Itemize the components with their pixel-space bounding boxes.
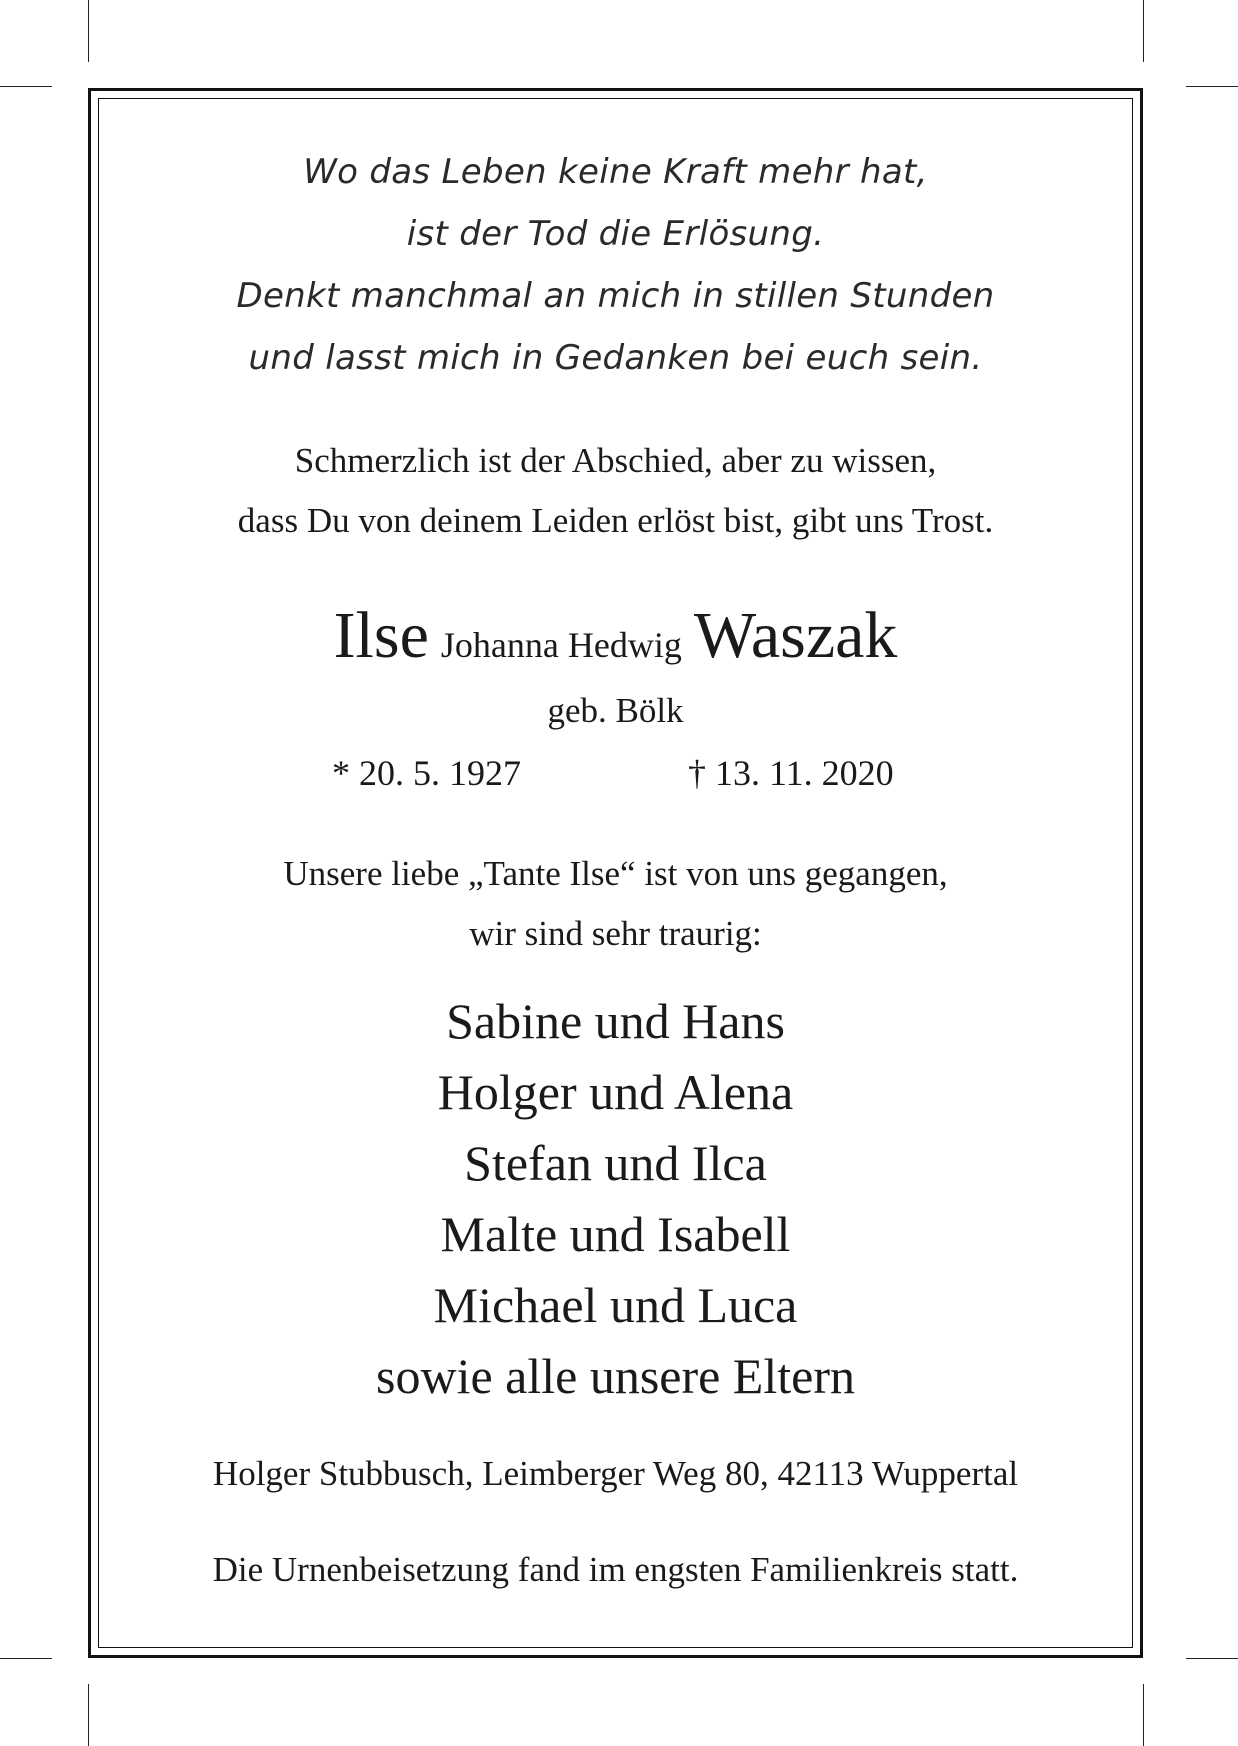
crop-mark-top-right (1143, 0, 1144, 62)
middle-names: Johanna Hedwig (440, 625, 682, 665)
surname: Waszak (693, 599, 898, 672)
crop-mark-right-bottom (1186, 1658, 1238, 1659)
deceased-name (98, 598, 1133, 674)
contact-address: Holger Stubbusch, Leimberger Weg 80, 42113 Wuppertal (212, 1454, 1019, 1493)
crop-mark-top-left (88, 0, 89, 62)
poem-line: und lasst mich in Gedanken bei euch sein. (248, 338, 983, 378)
consolation-line: dass Du von deinem Leiden erlöst bist, gibt uns Trost. (237, 501, 994, 540)
crop-mark-right-top (1186, 86, 1238, 87)
first-name: Ilse (333, 599, 429, 672)
burial-note: Die Urnenbeisetzung fand im engsten Familienkreis statt. (212, 1550, 1019, 1589)
obituary-notice (98, 98, 1133, 1648)
consolation-line: Schmerzlich ist der Abschied, aber zu wissen, (294, 441, 937, 480)
poem-line: Denkt manchmal an mich in stillen Stunden (236, 276, 995, 316)
crop-mark-left-bottom (0, 1658, 52, 1659)
mourner-line: Stefan und Ilca (464, 1135, 767, 1191)
poem-line: ist der Tod die Erlösung. (406, 214, 825, 254)
poem-line: Wo das Leben keine Kraft mehr hat, (303, 152, 928, 192)
message-line: Unsere liebe „Tante Ilse“ ist von uns gegangen, (283, 854, 948, 893)
mourner-line: Malte und Isabell (440, 1206, 791, 1262)
message-line: wir sind sehr traurig: (469, 914, 762, 953)
crop-mark-bottom-right (1143, 1684, 1144, 1746)
birth-date: * 20. 5. 1927 (332, 753, 521, 793)
crop-mark-left-top (0, 86, 52, 87)
mourner-line: Holger und Alena (437, 1064, 794, 1120)
death-date: † 13. 11. 2020 (688, 753, 894, 793)
mourner-line: Michael und Luca (433, 1277, 798, 1333)
mourner-line: sowie alle unsere Eltern (376, 1348, 855, 1404)
crop-mark-bottom-left (88, 1684, 89, 1746)
maiden-name: geb. Bölk (547, 691, 684, 730)
mourner-line: Sabine und Hans (446, 993, 785, 1049)
